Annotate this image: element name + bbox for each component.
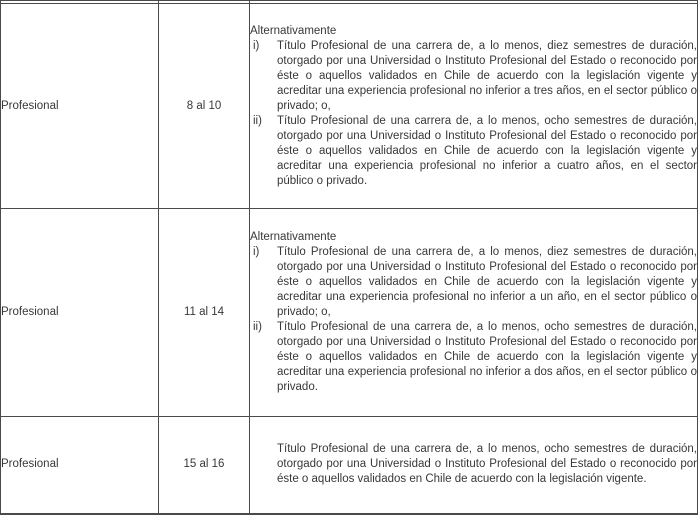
position-cell	[1, 417, 159, 514]
table-row	[1, 417, 698, 514]
requirement-item	[250, 114, 697, 189]
position-label: Profesional	[1, 306, 59, 318]
item-text: Título Profesional de una carrera de, a lo menos, ocho semestres de duración, otorgado por una Universidad o Instituto Profesional del Estado o reconocido por éste o aquellos validados en Chile de acuerdo con la legislación vigente y acreditar una experiencia profesional no inferior a dos años, en el sector público o privado.	[277, 321, 697, 393]
table-row	[1, 4, 698, 209]
item-number: ii)	[253, 321, 262, 333]
grade-range-cell	[159, 4, 250, 209]
requirements-cell	[250, 4, 698, 209]
grade-range-label: 8 al 10	[186, 99, 222, 112]
requirement-item	[250, 245, 697, 320]
item-number: i)	[253, 39, 260, 52]
requirement-paragraph: Título Profesional de una carrera de, a lo menos, ocho semestres de duración, otorgado por una Universidad o Instituto Profesional del Estado o reconocido por éste o aquellos validados en Chile de acuerdo con la legislación vigente.	[277, 443, 697, 486]
grade-range-cell	[159, 417, 250, 514]
position-label: Profesional	[1, 99, 59, 112]
position-cell	[1, 209, 159, 417]
item-number: ii)	[253, 114, 262, 127]
position-cell	[1, 4, 159, 209]
grade-range-cell	[159, 209, 250, 417]
grade-range-label: 11 al 14	[183, 306, 225, 318]
item-number: i)	[253, 246, 260, 258]
requirement-item	[250, 39, 697, 114]
item-text: Título Profesional de una carrera de, a lo menos, diez semestres de duración, otorgado por una Universidad o Instituto Profesional del Estado o reconocido por éste o aquellos validados en Chile de acuerdo con la legislación vigente y acreditar una experiencia profesional no inferior a tres años, en el sector público o privado; o,	[277, 39, 697, 112]
requirement-item	[250, 320, 697, 395]
table-row	[1, 209, 698, 417]
requirements-intro: Alternativamente	[250, 231, 337, 243]
item-text: Título Profesional de una carrera de, a lo menos, ocho semestres de duración, otorgado por una Universidad o Instituto Profesional del Estado o reconocido por éste o aquellos validados en Chile de acuerdo con la legislación vigente y acreditar una experiencia profesional no inferior a cuatro años, en el sector público o privado.	[277, 114, 697, 187]
requirements-cell	[250, 417, 698, 514]
item-text: Título Profesional de una carrera de, a lo menos, diez semestres de duración, otorgado por una Universidad o Instituto Profesional del Estado o reconocido por éste o aquellos validados en Chile de acuerdo con la legislación vigente y acreditar una experiencia profesional no inferior a un año, en el sector público o privado; o,	[277, 246, 697, 318]
requirements-intro: Alternativamente	[250, 24, 337, 37]
position-label: Profesional	[1, 458, 59, 471]
grade-range-label: 15 al 16	[183, 458, 225, 471]
requirements-cell	[250, 209, 698, 417]
